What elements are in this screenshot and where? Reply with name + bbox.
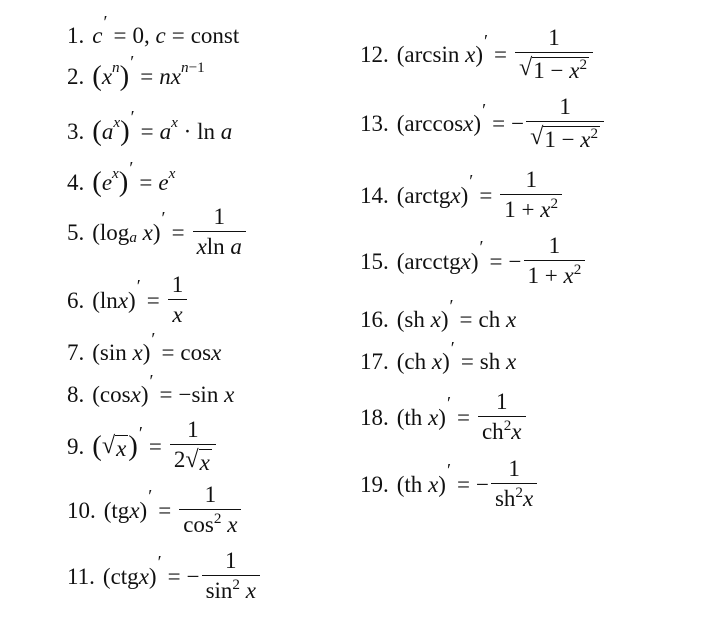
fn-ln: ln — [197, 118, 215, 144]
formula-number: 17. — [360, 349, 389, 374]
formula-17: 17. ( ch x ) ′ = sh x — [360, 337, 517, 374]
formula-number: 2. — [67, 63, 85, 89]
fn-arcsin: arcsin — [404, 42, 460, 68]
fn-ch: ch — [478, 307, 501, 332]
fn-ln: ln — [99, 287, 118, 313]
fn-ctg: ctg — [110, 563, 139, 589]
formula-number: 5. — [67, 219, 85, 245]
formula-4: 4. ( e x ) ′ = e x — [67, 158, 176, 198]
fn-ln: ln — [206, 234, 225, 260]
formula-3: 3. ( a x ) ′ = a x · ln a — [67, 107, 233, 147]
formula-number: 15. — [360, 248, 389, 274]
fn-th: th — [404, 471, 423, 497]
fn-ch: ch — [481, 419, 504, 445]
const-word: const — [190, 23, 240, 48]
fn-arccos: arccos — [404, 111, 464, 137]
formula-number: 1. — [67, 23, 85, 48]
formula-9: 9. ( √ x ) ′ = 1 2 √ x — [67, 418, 218, 475]
formula-number: 6. — [67, 287, 85, 313]
fn-cos: cos — [183, 512, 214, 538]
formula-number: 12. — [360, 42, 389, 68]
formula-number: 3. — [67, 118, 85, 144]
formula-number: 7. — [67, 340, 85, 365]
fn-sh: sh — [494, 486, 516, 512]
formula-number: 9. — [67, 434, 85, 460]
formula-13: 13. ( arccos x ) ′ = − 1 √ $1 - x^2$ — [360, 95, 606, 152]
formula-number: 8. — [67, 382, 85, 407]
formula-16: 16. ( sh x ) ′ = ch x — [360, 295, 517, 332]
fn-sin: sin — [99, 340, 127, 365]
formula-number: 13. — [360, 111, 389, 137]
formula-12: 12. ( arcsin x ) ′ = 1 √ $1 - x^2$ — [360, 26, 595, 83]
fn-tg: tg — [111, 497, 130, 523]
formula-number: 14. — [360, 182, 389, 208]
fn-arctg: arctg — [404, 182, 451, 208]
formula-18: 18. ( th x ) ′ = $\frac{1}{ch^2x}$ — [360, 390, 528, 444]
formula-11: 11. ( ctg x ) ′ = − $\frac{1}{\sin^2 x}$ — [67, 549, 262, 603]
fn-log: log — [99, 219, 130, 245]
formula-7: 7. ( sin x ) ′ = cos x — [67, 328, 222, 365]
fn-cos: cos — [180, 340, 212, 365]
fn-sin: sin — [191, 382, 219, 407]
formula-number: 10. — [67, 497, 96, 523]
formula-8: 8. ( cos x ) ′ = − sin x — [67, 370, 235, 407]
fn-arcctg: arcctg — [404, 248, 461, 274]
formula-number: 19. — [360, 471, 389, 497]
formula-2: 2. ( x n ) ′ = nx n−1 — [67, 52, 205, 92]
fn-cos: cos — [99, 382, 131, 407]
fn-th: th — [404, 404, 423, 430]
formula-1: 1. c ′ = 0, c = const — [67, 11, 240, 48]
formula-10: 10. ( tg x ) ′ = $\frac{1}{\cos^2 x}$ — [67, 483, 243, 537]
formula-5: 5. ( log a x ) ′ = $\frac{1}{\text{xln a}}$ — [67, 205, 248, 259]
formula-14: 14. ( arctg x ) ′ = $\frac{1}{1 + x^2}$ — [360, 168, 564, 222]
formula-19: 19. ( th x ) ′ = − $\frac{1}{sh^2x}$ — [360, 457, 539, 511]
fn-sh: sh — [479, 349, 501, 374]
formula-15: 15. ( arcctg x ) ′ = − $\frac{1}{1 + x^2}$ — [360, 234, 587, 288]
formula-number: 18. — [360, 404, 389, 430]
formula-number: 16. — [360, 307, 389, 332]
formula-number: 4. — [67, 169, 85, 195]
fn-ch: ch — [404, 349, 427, 374]
fn-sh: sh — [404, 307, 425, 332]
formula-number: 11. — [67, 563, 95, 589]
formula-6: 6. ( ln x ) ′ = $\frac{1}{x}$ — [67, 273, 189, 327]
fn-sin: sin — [205, 578, 233, 604]
